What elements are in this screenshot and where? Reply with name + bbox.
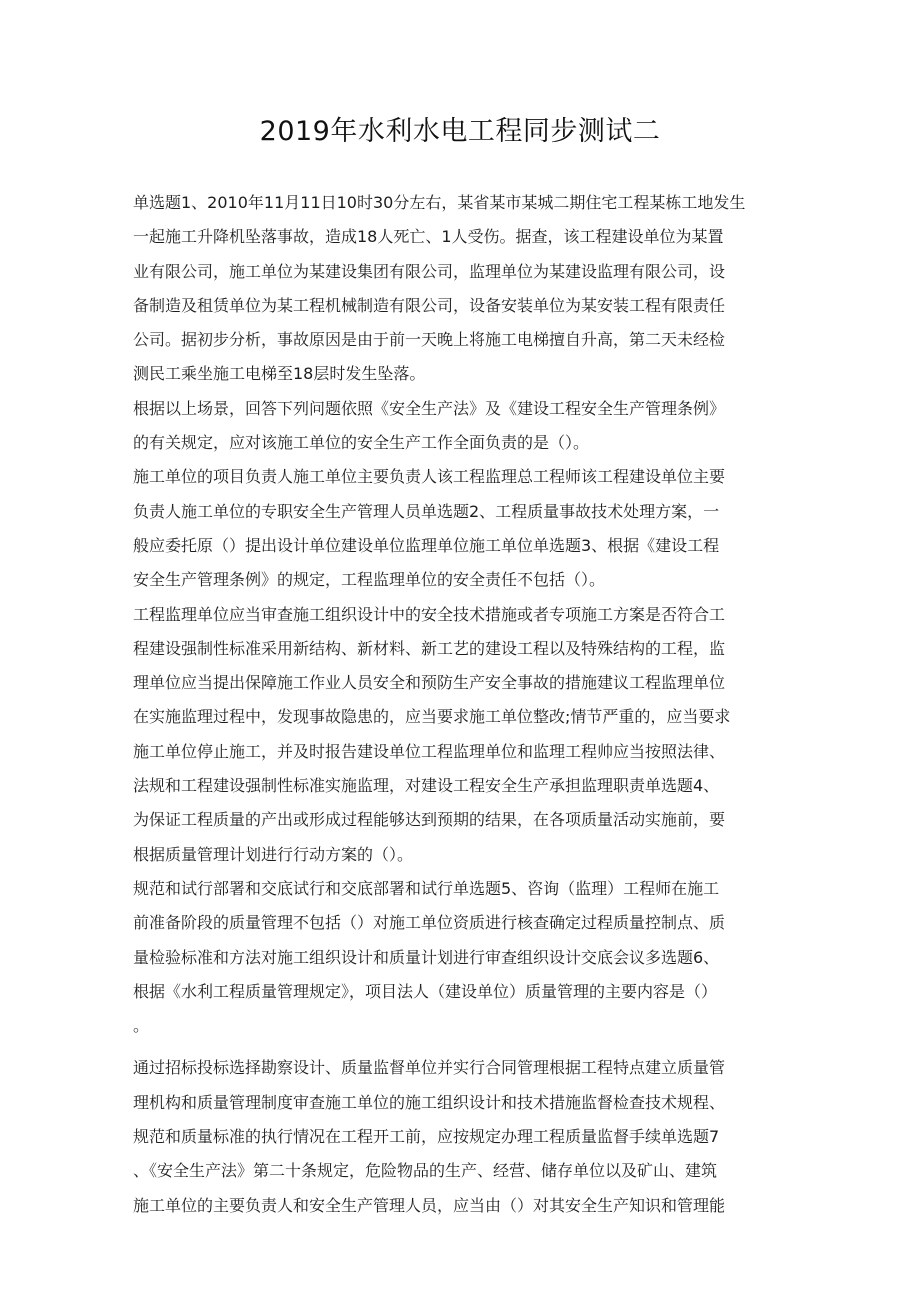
- text-line: 理单位应当提出保障施工作业人员安全和预防生产安全事故的措施建议工程监理单位: [133, 673, 726, 693]
- text-line: 安全生产管理条例》的规定，工程监理单位的安全责任不包括（）。: [133, 570, 606, 590]
- text-line: 根据以上场景，回答下列问题依照《安全生产法》及《建设工程安全生产管理条例》: [133, 398, 726, 418]
- paragraph-gap: [133, 1043, 783, 1051]
- text-line: 施工单位停止施工，并及时报告建设单位工程监理单位和监理工程帅应当按照法律、: [133, 741, 726, 761]
- text-line: 前准备阶段的质量管理不包括（）对施工单位资质进行核查确定过程质量控制点、质: [133, 913, 726, 933]
- text-line: 规范和试行部署和交底试行和交底部署和试行单选题5、咨询（监理）工程师在施工: [133, 878, 720, 898]
- text-line: 般应委托原（）提出设计单位建设单位监理单位施工单位单选题3、根据《建设工程: [133, 535, 720, 555]
- text-line: 负责人施工单位的专职安全生产管理人员单选题2、工程质量事故技术处理方案，一: [133, 501, 720, 521]
- text-line: 一起施工升降机坠落事故，造成18人死亡、1人受伤。据查，该工程建设单位为某置: [133, 227, 724, 247]
- text-line: 工程监理单位应当审查施工组织设计中的安全技术措施或者专项施工方案是否符合工: [133, 604, 726, 624]
- text-line: 法规和工程建设强制性标准实施监理，对建设工程安全生产承担监理职责单选题4、: [133, 776, 720, 796]
- text-line: 施工单位的主要负责人和安全生产管理人员，应当由（）对其安全生产知识和管理能: [133, 1195, 726, 1215]
- text-line: 单选题1、2010年11月11日10时30分左右，某省某市某城二期住宅工程某栋工地发生: [133, 193, 746, 212]
- text-line: 施工单位的项目负责人施工单位主要负责人该工程监理总工程师该工程建设单位主要: [133, 467, 726, 487]
- text-line: 测民工乘坐施工电梯至18层时发生坠落。: [133, 364, 426, 384]
- text-line: 量检验标准和方法对施工组织设计和质量计划进行审查组织设计交底会议多选题6、: [133, 947, 720, 967]
- text-line: 、《安全生产法》第二十条规定，危险物品的生产、经营、储存单位以及矿山、建筑: [133, 1161, 718, 1181]
- page-title: 2019年水利水电工程同步测试二: [259, 116, 661, 147]
- text-line: 在实施监理过程中，发现事故隐患的，应当要求施工单位整改;情节严重的，应当要求: [133, 707, 731, 727]
- text-line: 根据《水利工程质量管理规定》，项目法人（建设单位）质量管理的主要内容是（）: [133, 981, 718, 1001]
- text-line: 根据质量管理计划进行行动方案的（）。: [133, 844, 414, 864]
- text-line: 程建设强制性标准采用新结构、新材料、新工艺的建设工程以及特殊结构的工程，监: [133, 638, 726, 658]
- text-line: 的有关规定，应对该施工单位的安全生产工作全面负责的是（）。: [133, 433, 590, 453]
- text-line: 为保证工程质量的产出或形成过程能够达到预期的结果，在各项质量活动实施前，要: [133, 810, 726, 830]
- document-body: [133, 186, 783, 1223]
- text-line: 备制造及租赁单位为某工程机械制造有限公司，设备安装单位为某安装工程有限责任: [133, 295, 726, 315]
- text-line: 业有限公司，施工单位为某建设集团有限公司，监理单位为某建设监理有限公司，设: [133, 261, 726, 281]
- text-line: 公司。据初步分析，事故原因是由于前一天晚上将施工电梯擅自升高，第二天未经检: [133, 330, 726, 350]
- text-line: 通过招标投标选择勘察设计、质量监督单位并实行合同管理根据工程特点建立质量管: [133, 1058, 726, 1078]
- text-line: 规范和质量标准的执行情况在工程开工前，应按规定办理工程质量监督手续单选题7: [133, 1127, 720, 1147]
- text-line: 。: [133, 1016, 150, 1036]
- text-line: 理机构和质量管理制度审查施工单位的施工组织设计和技术措施监督检查技术规程、: [133, 1092, 726, 1112]
